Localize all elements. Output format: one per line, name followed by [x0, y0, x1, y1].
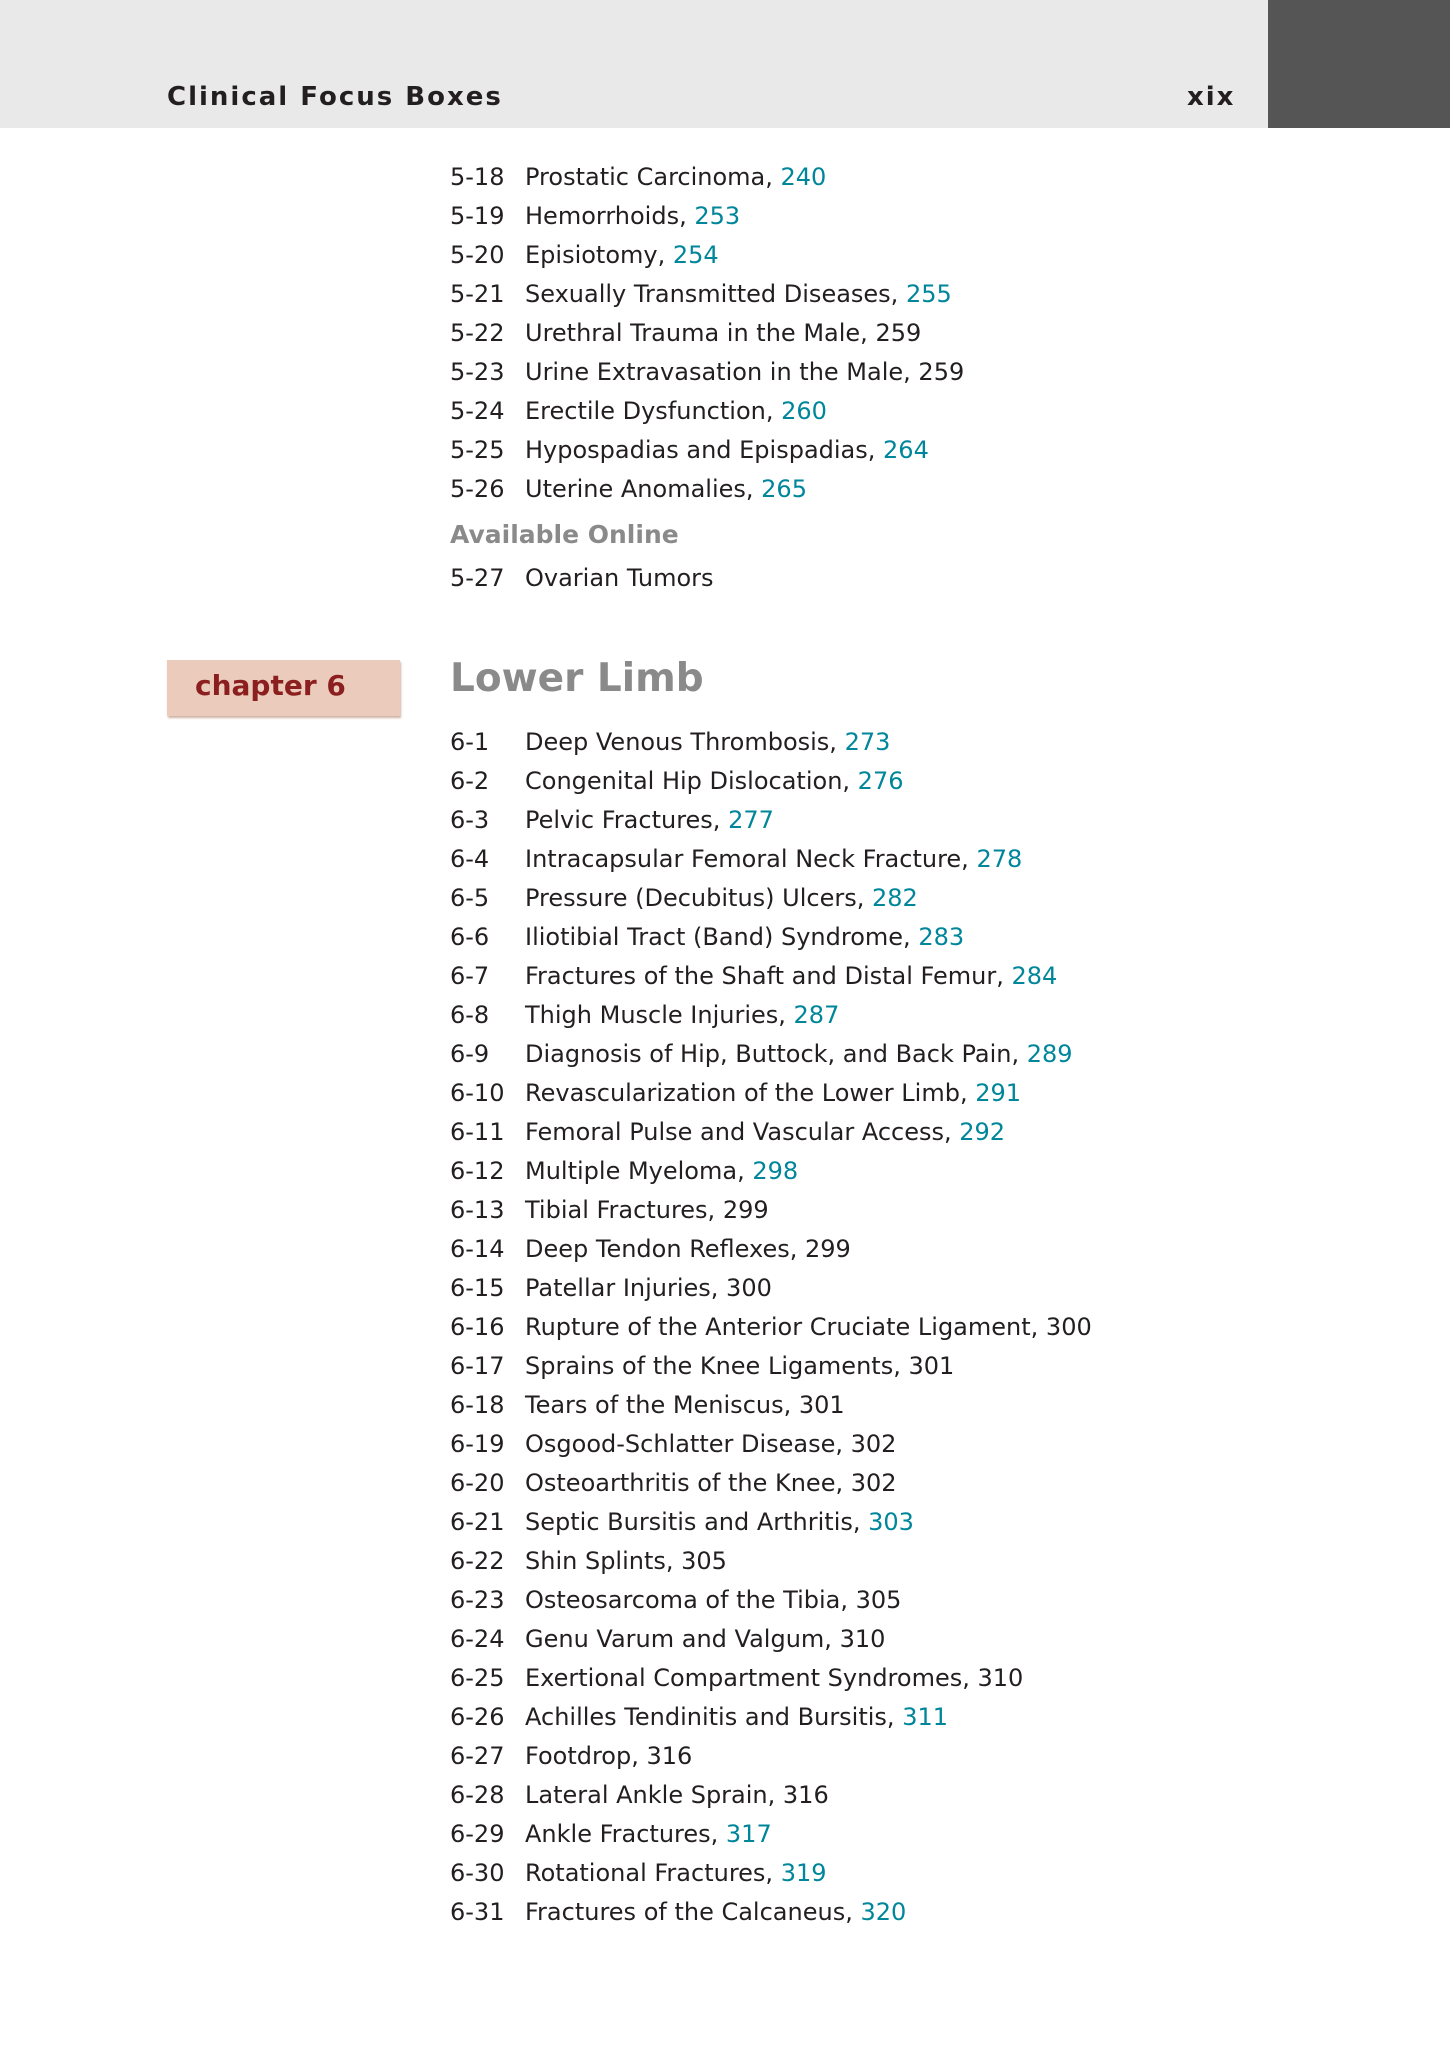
entry-title: Osteosarcoma of the Tibia, [525, 1586, 856, 1614]
entry-number: 6-24 [450, 1625, 505, 1653]
entry-number: 5-18 [450, 163, 505, 191]
list-item [450, 1581, 1092, 1620]
list-item [450, 470, 964, 509]
entry-number: 5-21 [450, 280, 505, 308]
entry-page-link[interactable]: 265 [761, 475, 807, 503]
entry-number: 6-8 [450, 1001, 490, 1029]
list-item [450, 1815, 1092, 1854]
entry-page-link[interactable]: 284 [1011, 962, 1058, 990]
online-list [450, 559, 714, 598]
entry-number: 6-20 [450, 1469, 505, 1497]
entry-title: Hemorrhoids, [525, 202, 695, 230]
entry-page: 259 [918, 358, 965, 386]
entry-page: 300 [1045, 1313, 1092, 1341]
entry-title: Sexually Transmitted Diseases, [525, 280, 906, 308]
entry-page-link[interactable]: 292 [959, 1118, 1006, 1146]
chapter-badge [167, 660, 400, 716]
chapter-badge-label: chapter 6 [195, 669, 346, 702]
entry-page-link[interactable]: 287 [793, 1001, 840, 1029]
entry-page: 316 [782, 1781, 829, 1809]
entry-number: 6-31 [450, 1898, 505, 1926]
entry-title: Footdrop, [525, 1742, 647, 1770]
entry-title: Genu Varum and Valgum, [525, 1625, 840, 1653]
list-item [450, 1308, 1092, 1347]
entry-page-link[interactable]: 278 [976, 845, 1023, 873]
list-item [450, 1464, 1092, 1503]
entry-page: 299 [722, 1196, 769, 1224]
entry-title: Congenital Hip Dislocation, [525, 767, 858, 795]
list-item [450, 1776, 1092, 1815]
entry-title: Pelvic Fractures, [525, 806, 729, 834]
entry-page: 305 [681, 1547, 727, 1575]
entry-title: Tibial Fractures, [525, 1196, 723, 1224]
entry-title: Sprains of the Knee Ligaments, [525, 1352, 909, 1380]
entry-number: 6-2 [450, 767, 490, 795]
list-item [450, 197, 964, 236]
entry-page: 259 [875, 319, 922, 347]
entry-number: 5-22 [450, 319, 505, 347]
entry-number: 6-4 [450, 845, 490, 873]
entry-title: Rupture of the Anterior Cruciate Ligament, [525, 1313, 1046, 1341]
entry-title: Revascularization of the Lower Limb, [525, 1079, 976, 1107]
list-item [450, 1113, 1092, 1152]
entry-page-link[interactable]: 255 [905, 280, 952, 308]
entry-number: 6-16 [450, 1313, 505, 1341]
list-item [450, 1503, 1092, 1542]
list-item [450, 392, 964, 431]
list-item [450, 1698, 1092, 1737]
entry-page: 299 [805, 1235, 851, 1263]
entry-number: 6-6 [450, 923, 490, 951]
entry-page: 316 [646, 1742, 693, 1770]
entry-title: Urethral Trauma in the Male, [525, 319, 876, 347]
list-item [450, 1074, 1092, 1113]
entry-number: 5-24 [450, 397, 505, 425]
entry-title: Shin Splints, [525, 1547, 682, 1575]
entry-number: 5-25 [450, 436, 505, 464]
section-6-list [450, 723, 1092, 1932]
entry-number: 6-22 [450, 1547, 505, 1575]
list-item [450, 314, 964, 353]
entry-page: 301 [798, 1391, 845, 1419]
entry-number: 5-23 [450, 358, 505, 386]
entry-page: 310 [839, 1625, 886, 1653]
entry-page-link[interactable]: 282 [871, 884, 918, 912]
entry-page-link[interactable]: 319 [780, 1859, 827, 1887]
entry-page-link[interactable]: 320 [860, 1898, 907, 1926]
list-item [450, 1230, 1092, 1269]
list-item [450, 353, 964, 392]
entry-number: 5-26 [450, 475, 505, 503]
list-item [450, 1425, 1092, 1464]
list-item [450, 1620, 1092, 1659]
entry-page-link[interactable]: 276 [857, 767, 904, 795]
entry-number: 6-17 [450, 1352, 505, 1380]
entry-title: Achilles Tendinitis and Bursitis, [525, 1703, 903, 1731]
entry-page-link[interactable]: 291 [975, 1079, 1022, 1107]
list-item [450, 559, 714, 598]
list-item [450, 1542, 1092, 1581]
entry-number: 6-15 [450, 1274, 505, 1302]
entry-title: Lateral Ankle Sprain, [525, 1781, 783, 1809]
entry-number: 6-10 [450, 1079, 505, 1107]
entry-page-link[interactable]: 253 [694, 202, 741, 230]
entry-number: 6-30 [450, 1859, 505, 1887]
entry-title: Exertional Compartment Syndromes, [525, 1664, 978, 1692]
chapter-title: Lower Limb [450, 656, 704, 701]
entry-page: 301 [908, 1352, 955, 1380]
entry-title: Patellar Injuries, [525, 1274, 727, 1302]
entry-number: 6-25 [450, 1664, 505, 1692]
list-item [450, 1191, 1092, 1230]
entry-number: 6-18 [450, 1391, 505, 1419]
list-item [450, 1347, 1092, 1386]
entry-number: 6-29 [450, 1820, 505, 1848]
list-item [450, 840, 1092, 879]
entry-number: 5-20 [450, 241, 505, 269]
entry-number: 6-11 [450, 1118, 505, 1146]
entry-page-link[interactable]: 273 [844, 728, 891, 756]
entry-page-link[interactable]: 254 [672, 241, 719, 269]
list-item [450, 801, 1092, 840]
entry-page: 305 [855, 1586, 902, 1614]
list-item [450, 1152, 1092, 1191]
entry-number: 6-27 [450, 1742, 505, 1770]
list-item [450, 275, 964, 314]
entry-title: Thigh Muscle Injuries, [525, 1001, 794, 1029]
entry-title: Multiple Myeloma, [525, 1157, 753, 1185]
entry-title: Erectile Dysfunction, [525, 397, 782, 425]
entry-number: 6-7 [450, 962, 490, 990]
entry-number: 6-9 [450, 1040, 490, 1068]
entry-title: Prostatic Carcinoma, [525, 163, 781, 191]
entry-number: 6-28 [450, 1781, 505, 1809]
header-thumb-tab [1268, 0, 1450, 128]
entry-number: 6-12 [450, 1157, 505, 1185]
entry-title: Tears of the Meniscus, [525, 1391, 799, 1419]
entry-title: Fractures of the Calcaneus, [525, 1898, 861, 1926]
list-item [450, 723, 1092, 762]
entry-title: Diagnosis of Hip, Buttock, and Back Pain, [525, 1040, 1027, 1068]
entry-number: 6-19 [450, 1430, 505, 1458]
list-item [450, 762, 1092, 801]
list-item [450, 879, 1092, 918]
list-item [450, 158, 964, 197]
entry-page-link[interactable]: 303 [868, 1508, 914, 1536]
running-title: Clinical Focus Boxes [167, 82, 503, 112]
entry-title: Osgood-Schlatter Disease, [525, 1430, 851, 1458]
entry-page: 302 [850, 1469, 897, 1497]
entry-title: Ankle Fractures, [525, 1820, 726, 1848]
list-item [450, 957, 1092, 996]
entry-number: 5-27 [450, 564, 505, 592]
entry-number: 6-14 [450, 1235, 505, 1263]
page-number: xix [1187, 82, 1236, 112]
entry-number: 6-26 [450, 1703, 505, 1731]
entry-title: Deep Venous Thrombosis, [525, 728, 845, 756]
entry-page-link[interactable]: 260 [781, 397, 827, 425]
entry-page-link[interactable]: 298 [752, 1157, 799, 1185]
entry-title: Hypospadias and Epispadias, [525, 436, 884, 464]
entry-number: 6-3 [450, 806, 490, 834]
entry-page-link[interactable]: 283 [918, 923, 965, 951]
entry-page: 310 [977, 1664, 1024, 1692]
entry-title: Fractures of the Shaft and Distal Femur, [525, 962, 1012, 990]
entry-title: Septic Bursitis and Arthritis, [525, 1508, 869, 1536]
entry-number: 6-23 [450, 1586, 505, 1614]
list-item [450, 996, 1092, 1035]
entry-number: 5-19 [450, 202, 505, 230]
list-item [450, 918, 1092, 957]
entry-page-link[interactable]: 289 [1026, 1040, 1073, 1068]
available-online-heading: Available Online [450, 520, 679, 549]
entry-title: Deep Tendon Reflexes, [525, 1235, 806, 1263]
entry-number: 6-21 [450, 1508, 505, 1536]
list-item [450, 1854, 1092, 1893]
list-item [450, 1893, 1092, 1932]
entry-title: Ovarian Tumors [525, 564, 714, 592]
entry-page-link[interactable]: 264 [883, 436, 929, 464]
entry-page-link[interactable]: 311 [902, 1703, 949, 1731]
entry-title: Urine Extravasation in the Male, [525, 358, 919, 386]
list-item [450, 236, 964, 275]
list-item [450, 1035, 1092, 1074]
list-item [450, 1386, 1092, 1425]
entry-page-link[interactable]: 317 [725, 1820, 772, 1848]
entry-number: 6-13 [450, 1196, 505, 1224]
entry-title: Uterine Anomalies, [525, 475, 762, 503]
list-item [450, 1269, 1092, 1308]
entry-page-link[interactable]: 240 [780, 163, 827, 191]
list-item [450, 431, 964, 470]
section-5-list [450, 158, 964, 509]
entry-title: Intracapsular Femoral Neck Fracture, [525, 845, 977, 873]
entry-title: Iliotibial Tract (Band) Syndrome, [525, 923, 919, 951]
entry-title: Femoral Pulse and Vascular Access, [525, 1118, 960, 1146]
list-item [450, 1737, 1092, 1776]
entry-title: Episiotomy, [525, 241, 673, 269]
entry-page: 300 [726, 1274, 772, 1302]
list-item [450, 1659, 1092, 1698]
entry-page: 302 [850, 1430, 897, 1458]
entry-title: Rotational Fractures, [525, 1859, 781, 1887]
entry-title: Osteoarthritis of the Knee, [525, 1469, 851, 1497]
entry-number: 6-1 [450, 728, 490, 756]
entry-page-link[interactable]: 277 [728, 806, 774, 834]
entry-number: 6-5 [450, 884, 490, 912]
entry-title: Pressure (Decubitus) Ulcers, [525, 884, 872, 912]
